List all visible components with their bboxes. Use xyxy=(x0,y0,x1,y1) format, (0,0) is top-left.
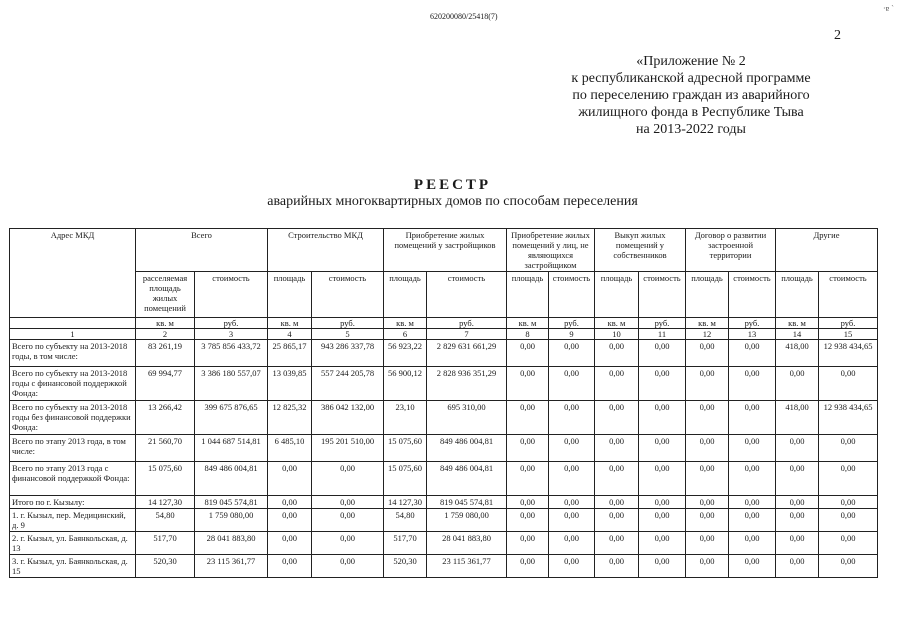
value-cell: 0,00 xyxy=(729,555,776,578)
value-cell: 3 785 856 433,72 xyxy=(195,340,268,367)
registry-table xyxy=(9,228,878,578)
value-cell: 195 201 510,00 xyxy=(312,435,384,462)
value-cell: 0,00 xyxy=(729,340,776,367)
table-row xyxy=(10,367,878,401)
value-cell: 517,70 xyxy=(384,532,427,555)
value-cell: 0,00 xyxy=(639,462,686,496)
value-cell: 0,00 xyxy=(819,462,878,496)
value-cell: 0,00 xyxy=(686,401,729,435)
value-cell: 0,00 xyxy=(819,532,878,555)
value-cell: 0,00 xyxy=(549,555,595,578)
column-number: 2 xyxy=(136,329,195,340)
column-number: 1 xyxy=(10,329,136,340)
column-number: 9 xyxy=(549,329,595,340)
table-row xyxy=(10,340,878,367)
value-cell: 56 923,22 xyxy=(384,340,427,367)
value-cell: 0,00 xyxy=(507,532,549,555)
header-group: Приобретение жилых помещений у лиц, не являющихся застройщиком xyxy=(507,229,595,272)
value-cell: 14 127,30 xyxy=(384,496,427,509)
value-cell: 0,00 xyxy=(686,555,729,578)
value-cell: 0,00 xyxy=(507,367,549,401)
value-cell: 15 075,60 xyxy=(384,462,427,496)
value-cell: 12 938 434,65 xyxy=(819,340,878,367)
subheader: стоимость xyxy=(729,272,776,318)
unit-cell: кв. м xyxy=(384,318,427,329)
unit-cell: руб. xyxy=(549,318,595,329)
value-cell: 0,00 xyxy=(312,555,384,578)
value-cell: 0,00 xyxy=(639,532,686,555)
unit-cell: руб. xyxy=(729,318,776,329)
address-cell: 3. г. Кызыл, ул. Баянкольская, д. 15 xyxy=(10,555,136,578)
table-row xyxy=(10,509,878,532)
appendix-line: к республиканской адресной программе xyxy=(571,71,811,86)
unit-cell: руб. xyxy=(639,318,686,329)
value-cell: 0,00 xyxy=(507,340,549,367)
value-cell: 21 560,70 xyxy=(136,435,195,462)
value-cell: 0,00 xyxy=(507,462,549,496)
value-cell: 520,30 xyxy=(384,555,427,578)
value-cell: 418,00 xyxy=(776,340,819,367)
value-cell: 1 759 080,00 xyxy=(427,509,507,532)
value-cell: 0,00 xyxy=(776,496,819,509)
value-cell: 0,00 xyxy=(549,367,595,401)
value-cell: 0,00 xyxy=(819,435,878,462)
value-cell: 0,00 xyxy=(686,509,729,532)
table-row xyxy=(10,462,878,496)
value-cell: 849 486 004,81 xyxy=(195,462,268,496)
value-cell: 0,00 xyxy=(595,340,639,367)
unit-cell: кв. м xyxy=(776,318,819,329)
value-cell: 0,00 xyxy=(312,509,384,532)
value-cell: 0,00 xyxy=(639,340,686,367)
column-number: 4 xyxy=(268,329,312,340)
unit-cell: руб. xyxy=(195,318,268,329)
header-address: Адрес МКД xyxy=(10,229,136,318)
subheader: стоимость xyxy=(195,272,268,318)
value-cell: 399 675 876,65 xyxy=(195,401,268,435)
unit-cell: руб. xyxy=(312,318,384,329)
header-group: Договор о развитии застроенной территории xyxy=(686,229,776,272)
value-cell: 0,00 xyxy=(686,496,729,509)
value-cell: 0,00 xyxy=(595,509,639,532)
value-cell: 28 041 883,80 xyxy=(195,532,268,555)
column-number: 15 xyxy=(819,329,878,340)
value-cell: 0,00 xyxy=(729,532,776,555)
table-row xyxy=(10,532,878,555)
value-cell: 0,00 xyxy=(686,435,729,462)
page-number: 2 xyxy=(834,28,841,43)
value-cell: 0,00 xyxy=(312,462,384,496)
value-cell: 0,00 xyxy=(639,555,686,578)
unit-cell: кв. м xyxy=(136,318,195,329)
value-cell: 0,00 xyxy=(595,496,639,509)
value-cell: 0,00 xyxy=(595,367,639,401)
value-cell: 0,00 xyxy=(268,555,312,578)
value-cell: 12 825,32 xyxy=(268,401,312,435)
address-cell: 2. г. Кызыл, ул. Баянкольская, д. 13 xyxy=(10,532,136,555)
subheader: площадь xyxy=(686,272,729,318)
value-cell: 54,80 xyxy=(136,509,195,532)
column-number: 10 xyxy=(595,329,639,340)
table-row xyxy=(10,401,878,435)
subheader: стоимость xyxy=(639,272,686,318)
subheader: площадь xyxy=(384,272,427,318)
value-cell: 54,80 xyxy=(384,509,427,532)
subheader: расселяемая площадь жилых помещений xyxy=(136,272,195,318)
address-cell: Всего по этапу 2013 года с финансовой поддержкой Фонда: xyxy=(10,462,136,496)
column-number: 6 xyxy=(384,329,427,340)
subheader: площадь xyxy=(268,272,312,318)
appendix-line: по переселению граждан из аварийного xyxy=(572,88,810,103)
value-cell: 56 900,12 xyxy=(384,367,427,401)
value-cell: 14 127,30 xyxy=(136,496,195,509)
value-cell: 25 865,17 xyxy=(268,340,312,367)
column-number: 13 xyxy=(729,329,776,340)
value-cell: 23,10 xyxy=(384,401,427,435)
subheader: площадь xyxy=(507,272,549,318)
value-cell: 13 039,85 xyxy=(268,367,312,401)
subheader: площадь xyxy=(776,272,819,318)
table-row xyxy=(10,555,878,578)
unit-cell: кв. м xyxy=(507,318,549,329)
value-cell: 0,00 xyxy=(595,462,639,496)
value-cell: 0,00 xyxy=(595,401,639,435)
subheader: стоимость xyxy=(819,272,878,318)
value-cell: 1 759 080,00 xyxy=(195,509,268,532)
value-cell: 0,00 xyxy=(312,532,384,555)
value-cell: 15 075,60 xyxy=(384,435,427,462)
value-cell: 0,00 xyxy=(639,367,686,401)
value-cell: 0,00 xyxy=(729,401,776,435)
value-cell: 83 261,19 xyxy=(136,340,195,367)
address-cell: Всего по субъекту на 2013-2018 годы, в том числе: xyxy=(10,340,136,367)
value-cell: 695 310,00 xyxy=(427,401,507,435)
value-cell: 0,00 xyxy=(595,435,639,462)
value-cell: 0,00 xyxy=(729,496,776,509)
value-cell: 0,00 xyxy=(686,462,729,496)
value-cell: 0,00 xyxy=(819,555,878,578)
unit-cell xyxy=(10,318,136,329)
header-group: Всего xyxy=(136,229,268,272)
value-cell: 943 286 337,78 xyxy=(312,340,384,367)
value-cell: 0,00 xyxy=(729,435,776,462)
column-number: 11 xyxy=(639,329,686,340)
address-cell: 1. г. Кызыл, пер. Медицинский, д. 9 xyxy=(10,509,136,532)
value-cell: 0,00 xyxy=(507,555,549,578)
subheader: стоимость xyxy=(549,272,595,318)
value-cell: 0,00 xyxy=(268,496,312,509)
value-cell: 0,00 xyxy=(549,462,595,496)
address-cell: Всего по этапу 2013 года, в том числе: xyxy=(10,435,136,462)
unit-cell: кв. м xyxy=(595,318,639,329)
header-group: Выкуп жилых помещений у собственников xyxy=(595,229,686,272)
address-cell: Всего по субъекту на 2013-2018 годы с финансовой поддержкой Фонда: xyxy=(10,367,136,401)
unit-cell: руб. xyxy=(819,318,878,329)
value-cell: 12 938 434,65 xyxy=(819,401,878,435)
appendix-line: жилищного фонда в Республике Тыва xyxy=(578,105,804,120)
address-cell: Всего по субъекту на 2013-2018 годы без финансовой поддержки Фонда: xyxy=(10,401,136,435)
column-number: 5 xyxy=(312,329,384,340)
header-group: Приобретение жилых помещений у застройщиков xyxy=(384,229,507,272)
value-cell: 0,00 xyxy=(686,340,729,367)
value-cell: 0,00 xyxy=(776,462,819,496)
value-cell: 6 485,10 xyxy=(268,435,312,462)
value-cell: 0,00 xyxy=(507,509,549,532)
value-cell: 0,00 xyxy=(639,496,686,509)
value-cell: 0,00 xyxy=(819,367,878,401)
value-cell: 23 115 361,77 xyxy=(195,555,268,578)
value-cell: 3 386 180 557,07 xyxy=(195,367,268,401)
value-cell: 0,00 xyxy=(549,509,595,532)
value-cell: 849 486 004,81 xyxy=(427,435,507,462)
appendix-header xyxy=(541,53,841,138)
value-cell: 0,00 xyxy=(268,532,312,555)
value-cell: 0,00 xyxy=(595,555,639,578)
value-cell: 418,00 xyxy=(776,401,819,435)
value-cell: 0,00 xyxy=(549,401,595,435)
corner-marks: ·ɐ ` xyxy=(883,4,894,13)
value-cell: 0,00 xyxy=(268,509,312,532)
unit-cell: руб. xyxy=(427,318,507,329)
table-row xyxy=(10,435,878,462)
document-subtitle: аварийных многоквартирных домов по способам переселения xyxy=(267,194,638,209)
value-cell: 1 044 687 514,81 xyxy=(195,435,268,462)
value-cell: 0,00 xyxy=(549,340,595,367)
table-row xyxy=(10,496,878,509)
value-cell: 819 045 574,81 xyxy=(427,496,507,509)
value-cell: 0,00 xyxy=(507,496,549,509)
value-cell: 520,30 xyxy=(136,555,195,578)
column-number: 8 xyxy=(507,329,549,340)
value-cell: 0,00 xyxy=(819,509,878,532)
value-cell: 0,00 xyxy=(549,435,595,462)
value-cell: 0,00 xyxy=(776,509,819,532)
value-cell: 386 042 132,00 xyxy=(312,401,384,435)
value-cell: 69 994,77 xyxy=(136,367,195,401)
unit-cell: кв. м xyxy=(686,318,729,329)
value-cell: 0,00 xyxy=(595,532,639,555)
value-cell: 0,00 xyxy=(686,532,729,555)
value-cell: 0,00 xyxy=(268,462,312,496)
address-cell: Итого по г. Кызылу: xyxy=(10,496,136,509)
header-group: Строительство МКД xyxy=(268,229,384,272)
value-cell: 0,00 xyxy=(639,509,686,532)
value-cell: 0,00 xyxy=(549,532,595,555)
value-cell: 0,00 xyxy=(729,367,776,401)
value-cell: 2 828 936 351,29 xyxy=(427,367,507,401)
appendix-line: «Приложение № 2 xyxy=(636,54,746,69)
value-cell: 0,00 xyxy=(776,367,819,401)
value-cell: 0,00 xyxy=(639,435,686,462)
value-cell: 0,00 xyxy=(549,496,595,509)
value-cell: 557 244 205,78 xyxy=(312,367,384,401)
value-cell: 819 045 574,81 xyxy=(195,496,268,509)
value-cell: 0,00 xyxy=(639,401,686,435)
value-cell: 0,00 xyxy=(729,509,776,532)
subheader: площадь xyxy=(595,272,639,318)
column-number: 14 xyxy=(776,329,819,340)
value-cell: 849 486 004,81 xyxy=(427,462,507,496)
value-cell: 15 075,60 xyxy=(136,462,195,496)
value-cell: 0,00 xyxy=(729,462,776,496)
value-cell: 0,00 xyxy=(507,435,549,462)
value-cell: 0,00 xyxy=(507,401,549,435)
appendix-line: на 2013-2022 годы xyxy=(636,122,746,137)
subheader: стоимость xyxy=(427,272,507,318)
value-cell: 0,00 xyxy=(776,435,819,462)
value-cell: 2 829 631 661,29 xyxy=(427,340,507,367)
value-cell: 28 041 883,80 xyxy=(427,532,507,555)
value-cell: 0,00 xyxy=(312,496,384,509)
value-cell: 0,00 xyxy=(819,496,878,509)
value-cell: 0,00 xyxy=(686,367,729,401)
value-cell: 13 266,42 xyxy=(136,401,195,435)
header-group: Другие xyxy=(776,229,878,272)
value-cell: 0,00 xyxy=(776,555,819,578)
column-number: 7 xyxy=(427,329,507,340)
subheader: стоимость xyxy=(312,272,384,318)
document-title: РЕЕСТР xyxy=(413,177,492,193)
value-cell: 23 115 361,77 xyxy=(427,555,507,578)
value-cell: 517,70 xyxy=(136,532,195,555)
column-number: 3 xyxy=(195,329,268,340)
unit-cell: кв. м xyxy=(268,318,312,329)
document-number: 620200080/25418(7) xyxy=(430,12,498,21)
value-cell: 0,00 xyxy=(776,532,819,555)
column-number: 12 xyxy=(686,329,729,340)
